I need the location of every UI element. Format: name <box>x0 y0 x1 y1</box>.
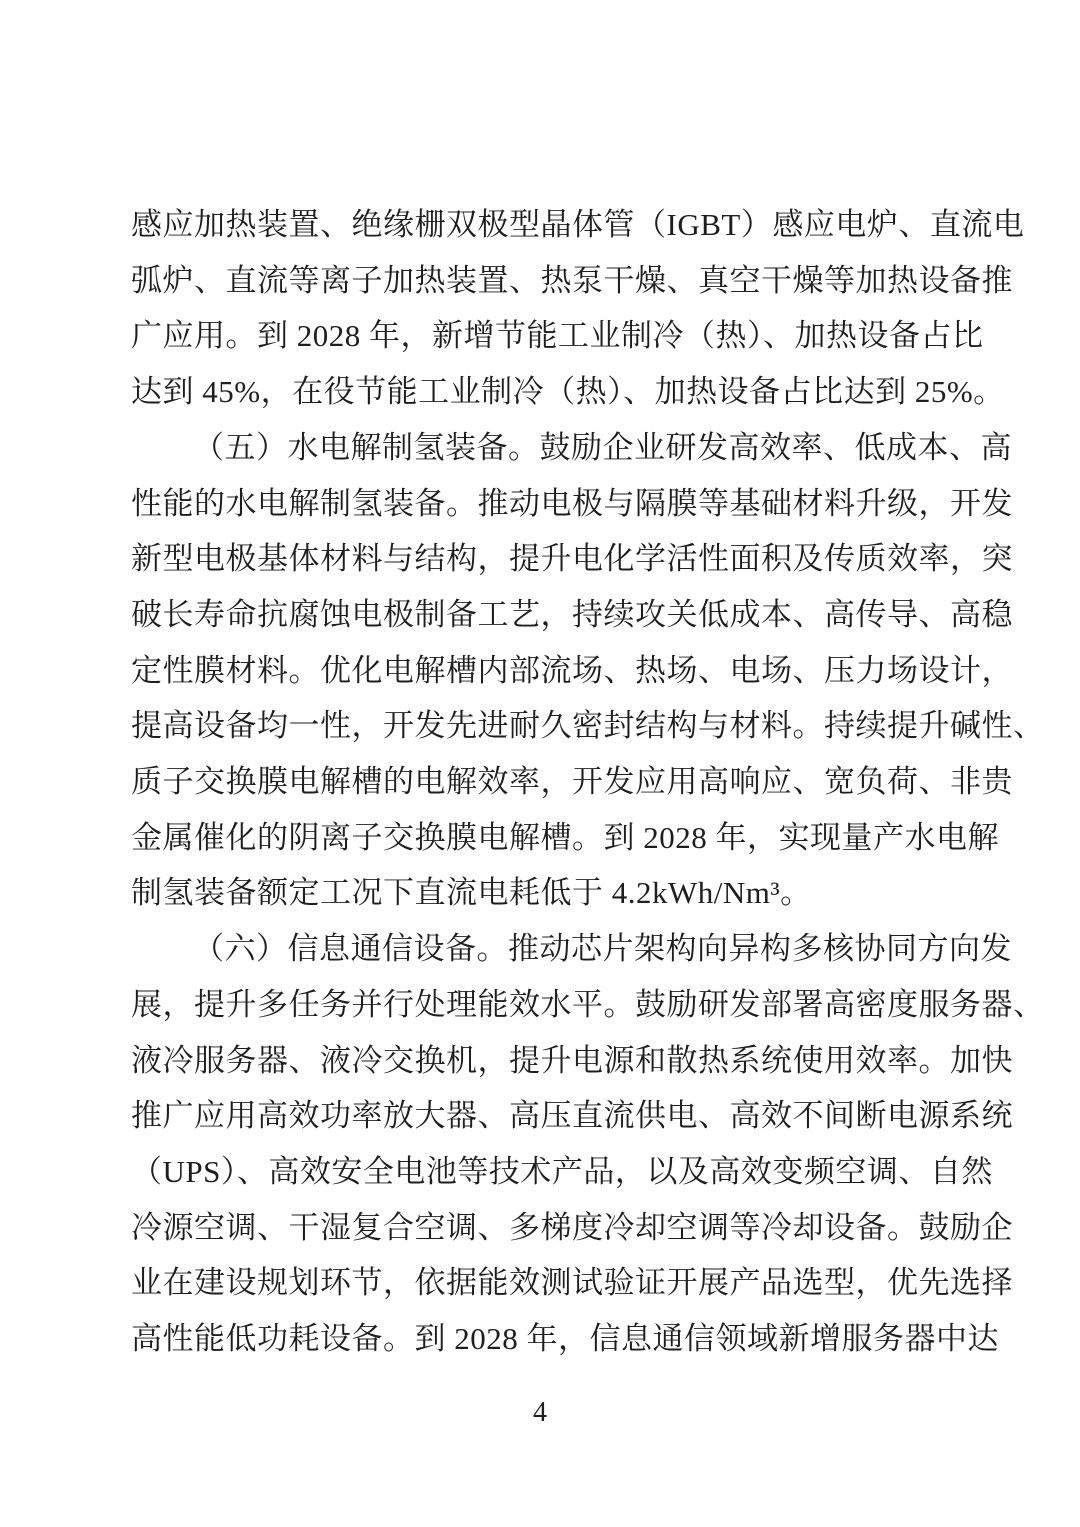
text-line: （六）信息通信设备。推动芯片架构向异构多核协同方向发 <box>193 931 1012 967</box>
text-line: 业在建设规划环节，依据能效测试验证开展产品选型，优先选择 <box>131 1265 1013 1301</box>
paragraph-continuation <box>131 197 1025 420</box>
paragraph-section-6 <box>131 921 1045 1367</box>
text-line: 质子交换膜电解槽的电解效率，开发应用高响应、宽负荷、非贵 <box>131 764 1013 800</box>
text-line: 金属催化的阴离子交换膜电解槽。到 2028 年，实现量产水电解 <box>131 819 999 855</box>
text-line: 提高设备均一性，开发先进耐久密封结构与材料。持续提升碱性、 <box>131 708 1045 744</box>
text-line: （UPS）、高效安全电池等技术产品，以及高效变频空调、自然 <box>131 1153 993 1189</box>
page-number: 4 <box>533 1397 547 1428</box>
text-line: 广应用。到 2028 年，新增节能工业制冷（热）、加热设备占比 <box>131 318 984 354</box>
body-text <box>131 197 1045 1367</box>
text-line: 推广应用高效功率放大器、高压直流供电、高效不间断电源系统 <box>131 1098 1013 1134</box>
text-line: 液冷服务器、液冷交换机，提升电源和散热系统使用效率。加快 <box>131 1042 1013 1078</box>
text-line: 弧炉、直流等离子加热装置、热泵干燥、真空干燥等加热设备推 <box>131 262 1013 298</box>
text-line: 高性能低功耗设备。到 2028 年，信息通信领域新增服务器中达 <box>131 1321 999 1357</box>
text-line: 新型电极基体材料与结构，提升电化学活性面积及传质效率，突 <box>131 541 1013 577</box>
text-line: 性能的水电解制氢装备。推动电极与隔膜等基础材料升级，开发 <box>131 485 1013 521</box>
text-line: 破长寿命抗腐蚀电极制备工艺，持续攻关低成本、高传导、高稳 <box>131 596 1013 632</box>
paragraph-section-5 <box>131 420 1045 921</box>
text-line: 达到 45%，在役节能工业制冷（热）、加热设备占比达到 25%。 <box>131 374 1005 410</box>
text-line: 冷源空调、干湿复合空调、多梯度冷却空调等冷却设备。鼓励企 <box>131 1209 1013 1245</box>
text-line: （五）水电解制氢装备。鼓励企业研发高效率、低成本、高 <box>193 429 1012 465</box>
text-line: 感应加热装置、绝缘栅双极型晶体管（IGBT）感应电炉、直流电 <box>131 207 1025 242</box>
text-line: 展，提升多任务并行处理能效水平。鼓励研发部署高密度服务器、 <box>131 986 1045 1022</box>
text-line: 制氢装备额定工况下直流电耗低于 4.2kWh/Nm³。 <box>131 875 812 911</box>
text-line: 定性膜材料。优化电解槽内部流场、热场、电场、压力场设计， <box>131 652 1013 688</box>
